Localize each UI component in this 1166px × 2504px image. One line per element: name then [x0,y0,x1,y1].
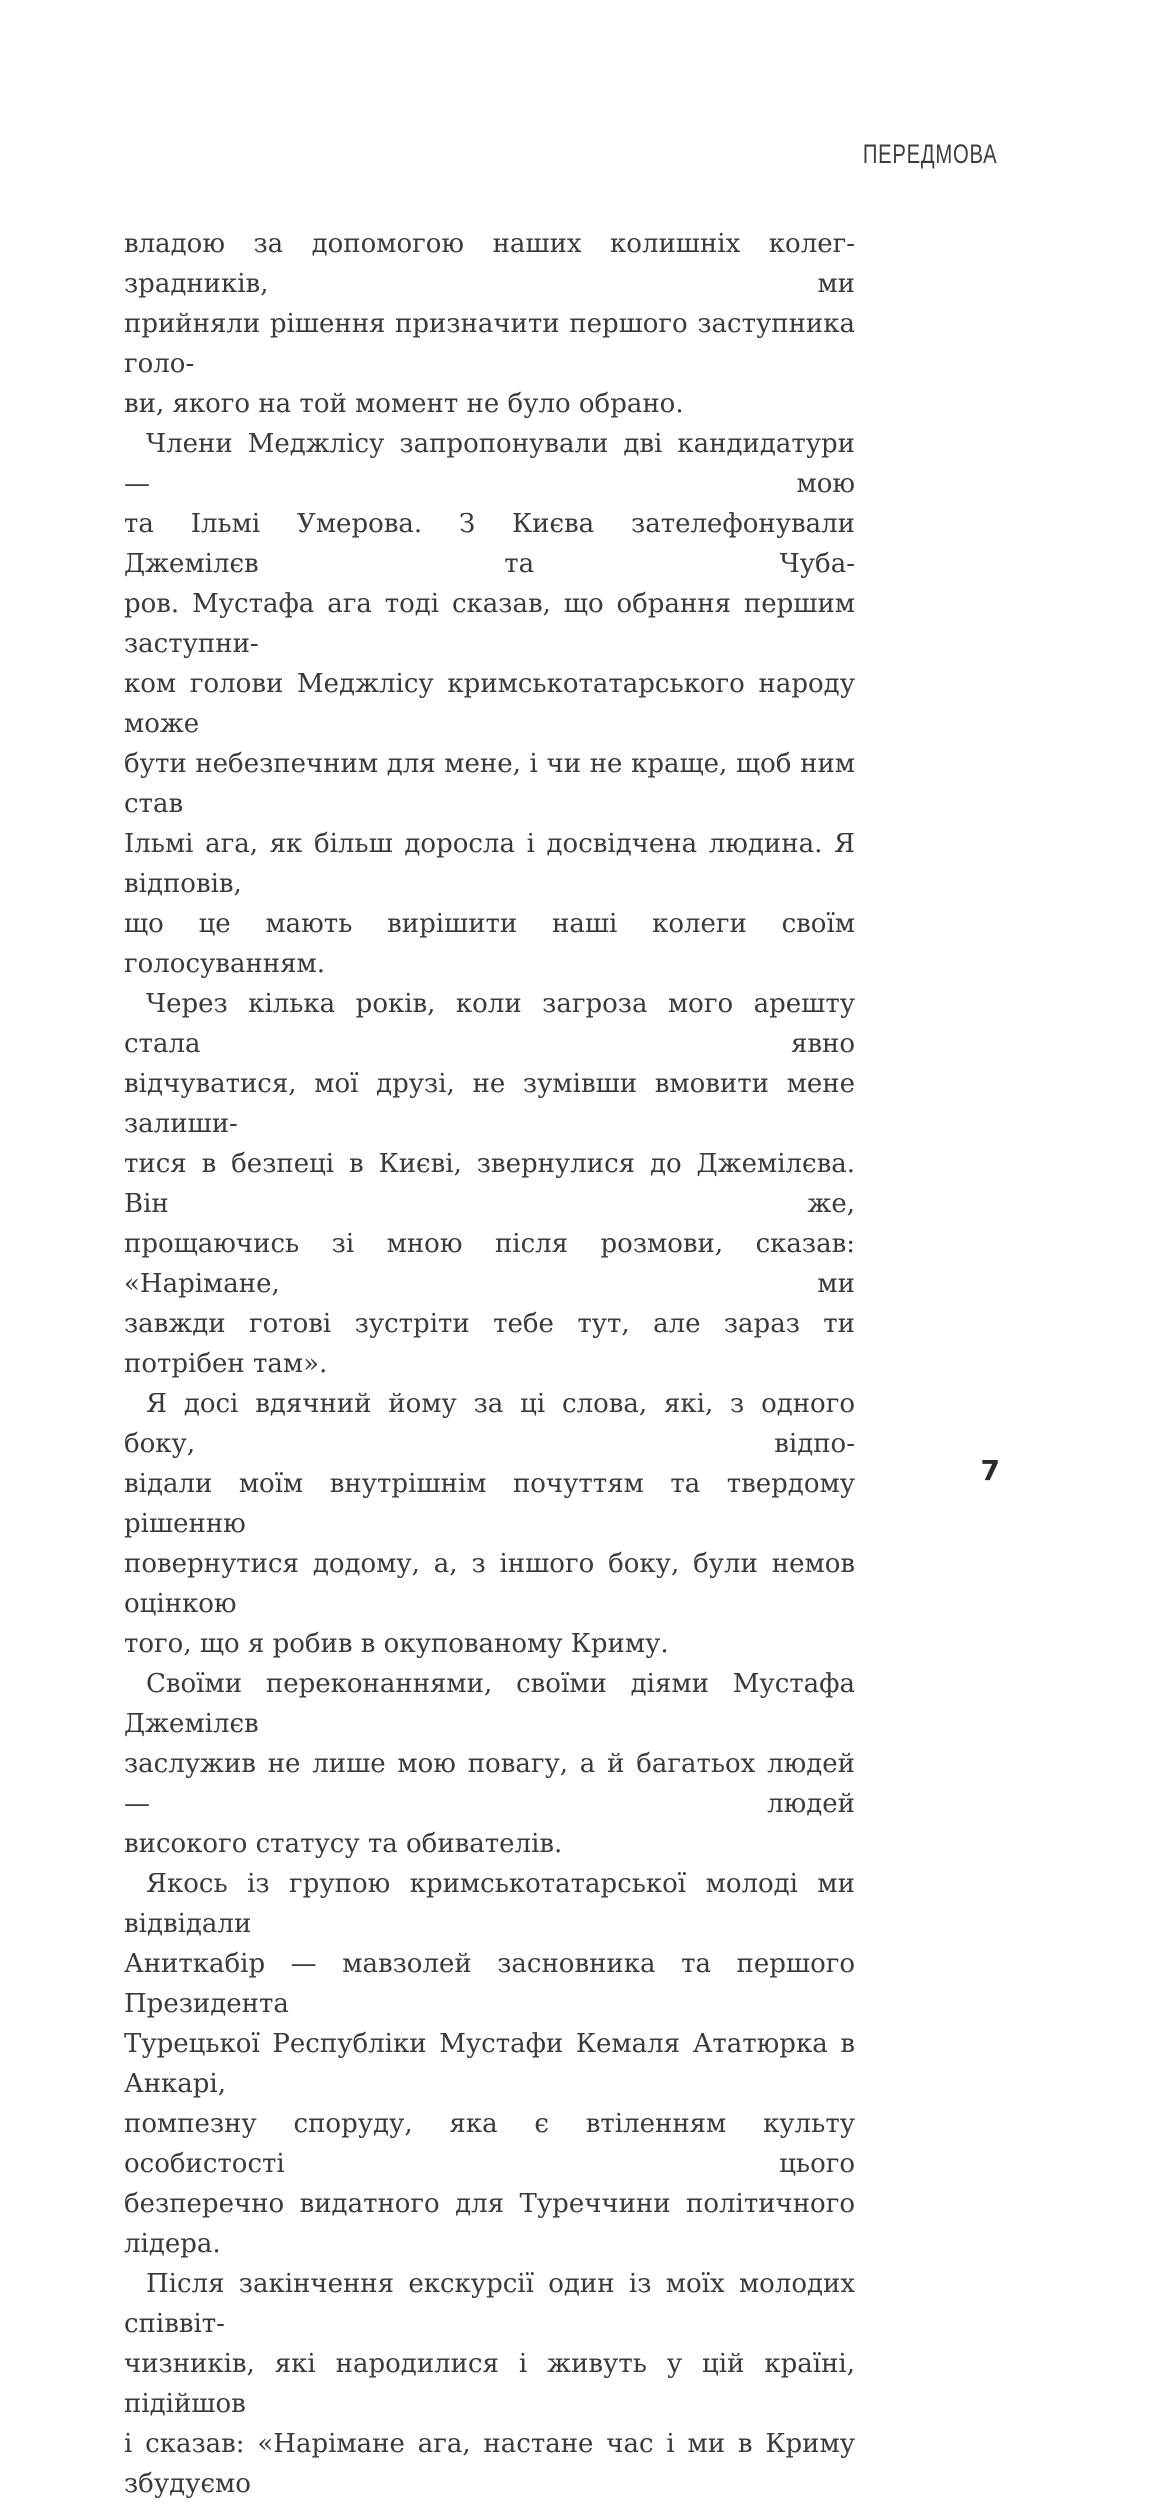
page-number: 7 [980,1454,1000,1487]
text-line: відчуватися, мої друзі, не зумівши вмовити мене залиши- [124,1069,855,1139]
text-line: що це мають вирішити наші колеги своїм голосуванням. [124,909,855,979]
text-line: високого статусу та обивателів. [124,1829,563,1859]
text-line: того, що я робив в окупованому Криму. [124,1629,669,1659]
text-line: та Ільмі Умерова. З Києва зателефонували Джемілєв та Чуба- [124,509,855,579]
text-line: ров. Мустафа ага тоді сказав, що обрання першим заступни- [124,589,855,659]
text-line: помпезну споруду, яка є втіленням культу особистості цього [124,2109,855,2179]
text-line: чизників, які народилися і живуть у цій країні, підійшов [124,2349,855,2419]
text-line: заслужив не лише мою повагу, а й багатьох людей — людей [124,1749,855,1819]
text-line: прощаючись зі мною після розмови, сказав: «Нарімане, ми [124,1229,855,1299]
text-line: Аниткабір — мавзолей засновника та першого Президента [124,1949,855,2019]
text-line: Через кілька років, коли загроза мого арешту стала явно [124,989,855,1059]
text-line: повернутися додому, а, з іншого боку, були немов оцінкою [124,1549,855,1619]
text-line: тися в безпеці в Києві, звернулися до Джемілєва. Він же, [124,1149,855,1219]
text-line: прийняли рішення призначити першого заступника голо- [124,309,855,379]
text-line: Якось із групою кримськотатарської молоді ми відвідали [124,1869,855,1939]
text-line: і сказав: «Нарімане ага, настане час і ми в Криму збудуємо [124,2429,855,2499]
text-line: бути небезпечним для мене, і чи не краще, щоб ним став [124,749,855,819]
text-line: відали моїм внутрішнім почуттям та твердому рішенню [124,1469,855,1539]
text-line: завжди готові зустріти тебе тут, але зараз ти потрібен там». [124,1309,855,1379]
text-line: ком голови Меджлісу кримськотатарського народу може [124,669,855,739]
text-line: Члени Меджлісу запропонували дві кандидатури — мою [124,429,855,499]
text-line: Після закінчення екскурсії один із моїх молодих співвіт- [124,2269,855,2339]
running-head: ПЕРЕДМОВА [862,139,997,169]
text-line: безперечно видатного для Туреччини політичного лідера. [124,2189,855,2259]
text-line: Турецької Республіки Мустафи Кемаля Ататюрка в Анкарі, [124,2029,855,2099]
text-line: Ільмі ага, як більш доросла і досвідчена людина. Я відповів, [124,829,855,899]
text-line: Я досі вдячний йому за ці слова, які, з одного боку, відпо- [124,1389,855,1459]
text-line: ви, якого на той момент не було обрано. [124,389,684,419]
body-text [124,224,855,2504]
text-line: владою за допомогою наших колишніх колег-зрадників, ми [124,229,855,299]
text-line: Своїми переконаннями, своїми діями Мустафа Джемілєв [124,1669,855,1739]
